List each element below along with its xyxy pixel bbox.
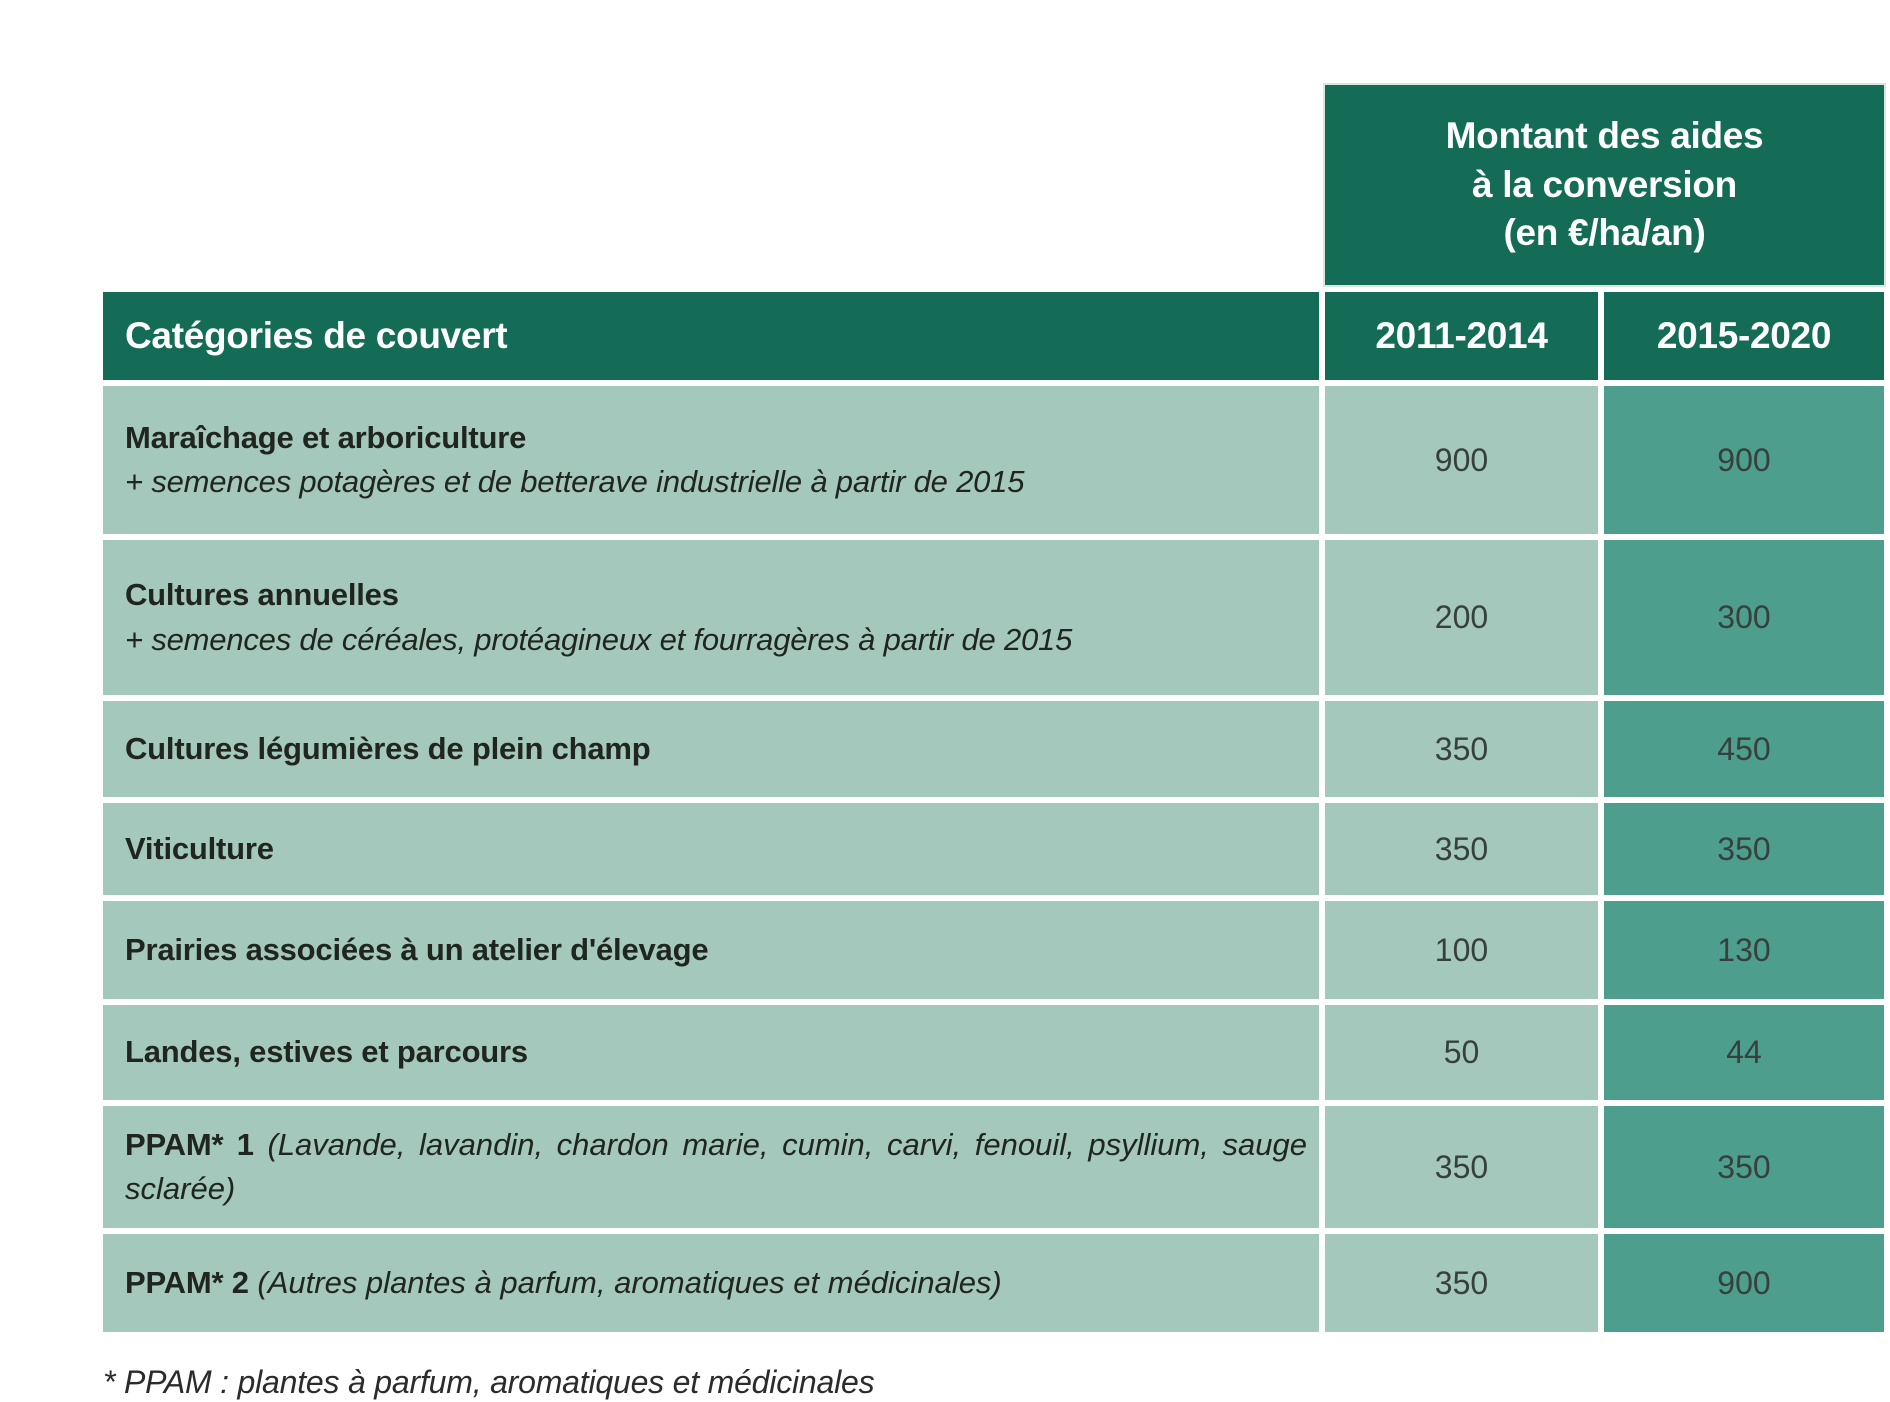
value-2015-2020: 450 — [1604, 701, 1884, 797]
category-note: + semences potagères et de betterave industrielle à partir de 2015 — [125, 464, 1025, 499]
category-cell-ppam-2 — [103, 1234, 1319, 1332]
category-note: + semences de céréales, protéagineux et fourragères à partir de 2015 — [125, 621, 1073, 657]
category-line — [125, 1261, 1307, 1305]
value-2011-2014: 50 — [1325, 1005, 1598, 1100]
category-name: Cultures légumières de plein champ — [125, 730, 651, 766]
value-2011-2014: 350 — [1325, 1234, 1598, 1332]
category-line — [125, 1123, 1307, 1211]
category-name: Viticulture — [125, 830, 274, 866]
column-header-category: Catégories de couvert — [103, 292, 1319, 380]
page — [0, 85, 1890, 1402]
value-2015-2020: 350 — [1604, 803, 1884, 895]
column-header-2015-2020: 2015-2020 — [1604, 292, 1884, 380]
category-cell-cultures-annuelles — [103, 540, 1319, 695]
category-cell-viticulture — [103, 803, 1319, 895]
table-title-line-2: à la conversion — [1472, 163, 1737, 205]
value-2011-2014: 900 — [1325, 386, 1598, 534]
table-grid — [103, 292, 1884, 1332]
ppam-footnote: * PPAM : plantes à parfum, aromatiques et médicinales — [103, 1364, 875, 1400]
category-name: Prairies associées à un atelier d'élevage — [125, 931, 709, 967]
value-2011-2014: 350 — [1325, 701, 1598, 797]
value-2015-2020: 44 — [1604, 1005, 1884, 1100]
table-title-line-3: (en €/ha/an) — [1503, 212, 1706, 254]
category-name: Landes, estives et parcours — [125, 1034, 528, 1070]
category-name: PPAM* 1 — [125, 1126, 254, 1162]
value-2015-2020: 350 — [1604, 1106, 1884, 1228]
value-2015-2020: 300 — [1604, 540, 1884, 695]
category-name: Cultures annuelles — [125, 577, 399, 613]
column-header-2011-2014: 2011-2014 — [1325, 292, 1598, 380]
category-cell-maraichage — [103, 386, 1319, 534]
table-title-line-1: Montant des aides — [1445, 114, 1764, 156]
category-name: Maraîchage et arboriculture — [125, 419, 527, 455]
category-note: (Autres plantes à parfum, aromatiques et médicinales) — [257, 1264, 1002, 1300]
category-cell-cultures-legumieres — [103, 701, 1319, 797]
value-2015-2020: 900 — [1604, 1234, 1884, 1332]
category-cell-prairies — [103, 901, 1319, 999]
category-note: (Lavande, lavandin, chardon marie, cumin, carvi, fenouil, psyllium, sauge sclarée) — [125, 1126, 1308, 1206]
category-name: PPAM* 2 — [125, 1264, 249, 1300]
category-cell-landes — [103, 1005, 1319, 1100]
value-2011-2014: 200 — [1325, 540, 1598, 695]
value-2015-2020: 130 — [1604, 901, 1884, 999]
value-2011-2014: 350 — [1325, 803, 1598, 895]
conversion-aid-table — [103, 85, 1884, 1401]
table-title-box — [1325, 85, 1884, 285]
value-2011-2014: 350 — [1325, 1106, 1598, 1228]
category-cell-ppam-1 — [103, 1106, 1319, 1228]
value-2015-2020: 900 — [1604, 386, 1884, 534]
value-2011-2014: 100 — [1325, 901, 1598, 999]
